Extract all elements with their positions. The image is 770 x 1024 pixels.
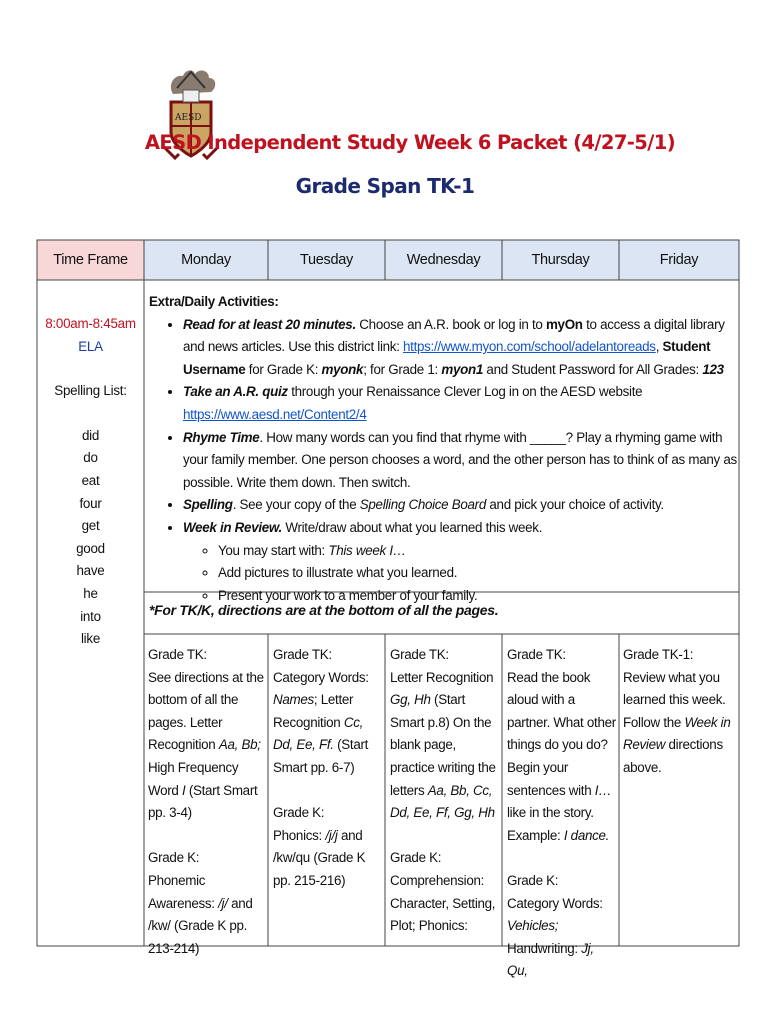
review-step: ◦ Add pictures to illustrate what you learned. — [218, 562, 739, 585]
activity-read: • Read for at least 20 minutes. Choose an A.R. book or log in to myOn to access a digital library and news articles. Use this district link: https://www.myon.com/school/adelantoreads, Student Username for Grade K: myonk; for Grade 1: myon1 and Student Password for All Grades: 123 — [183, 314, 739, 382]
spelling-word: into — [80, 608, 101, 624]
tuesday-cell: Grade TK: Category Words: Names; Letter Recognition Cc, Dd, Ee, Ff. (Start Smart pp. 6-7) Grade K: Phonics: /j/j and /kw/qu (Grade K pp. 215-216) — [273, 647, 369, 888]
review-step: ◦ You may start with: This week I… — [218, 540, 739, 563]
spelling-word: get — [81, 518, 100, 534]
subject-label: ELA — [78, 338, 103, 354]
header-wednesday: Wednesday — [406, 252, 481, 268]
spelling-list-label: Spelling List: — [54, 383, 127, 399]
activity-ar-quiz: • Take an A.R. quiz through your Renaissance Clever Log in on the AESD website https://www.aesd.net/Content2/4 — [183, 381, 739, 426]
spelling-word: he — [83, 585, 98, 601]
daily-heading: Extra/Daily Activities: — [149, 294, 279, 309]
spelling-word: four — [79, 495, 102, 511]
header-monday: Monday — [181, 252, 231, 268]
spelling-word: like — [80, 631, 101, 647]
activity-rhyme: • Rhyme Time. How many words can you find that rhyme with _____? Play a rhyming game with your family member. One person chooses a word, and the other person has to think of as many as possible. Write them down. Then switch. — [183, 427, 739, 495]
monday-cell: Grade TK: See directions at the bottom of all the pages. Letter Recognition Aa, Bb; High Frequency Word I (Start Smart pp. 3-4) Grade K: Phonemic Awareness: /j/ and /kw/ (Grade K pp. 213-214) — [148, 647, 264, 956]
spelling-word: have — [76, 563, 105, 579]
header-friday: Friday — [659, 252, 699, 268]
review-step: ◦ Present your work to a member of your family. — [218, 585, 739, 608]
friday-cell: Grade TK-1: Review what you learned this week. Follow the Week in Review directions above. — [623, 647, 731, 775]
spelling-word: good — [76, 540, 105, 556]
myon-link[interactable]: https://www.myon.com/school/adelantoreads — [403, 339, 656, 355]
header-time-frame: Time Frame — [53, 252, 128, 268]
header-tuesday: Tuesday — [300, 252, 353, 268]
page-title: AESD Independent Study Week 6 Packet (4/27-5/1) — [144, 131, 676, 154]
header-thursday: Thursday — [531, 252, 590, 268]
time-frame-cell — [37, 313, 144, 651]
activity-spelling: • Spelling. See your copy of the Spelling Choice Board and pick your choice of activity. — [183, 494, 739, 517]
page-subtitle: Grade Span TK-1 — [295, 174, 475, 198]
daily-activities — [149, 291, 739, 607]
thursday-cell: Grade TK: Read the book aloud with a partner. What other things do you do? Begin your sentences with I… like in the story. Example: I dance. Grade K: Category Words: Vehicles; Handwriting: Jj, Qu, — [507, 647, 616, 979]
spelling-word: did — [81, 427, 100, 443]
logo-lettering: AESD — [175, 113, 202, 123]
aesd-link[interactable]: https://www.aesd.net/Content2/4 — [183, 406, 367, 422]
time-range: 8:00am-8:45am — [45, 316, 136, 331]
wednesday-cell: Grade TK: Letter Recognition Gg, Hh (Start Smart p.8) On the blank page, practice writing the letters Aa, Bb, Cc, Dd, Ee, Ff, Gg, Hh Grade K: Comprehension: Character, Setting, Plot; Phonics: — [390, 647, 496, 934]
spelling-word: eat — [81, 472, 100, 488]
spelling-word: do — [83, 450, 98, 466]
activity-week-review: • Week in Review. Write/draw about what you learned this week. ◦ You may start with: This week I… ◦ Add pictures to illustrate what you learned. ◦ Present your work to a member of your family. — [183, 517, 739, 607]
tk-k-note: *For TK/K, directions are at the bottom of all the pages. — [149, 602, 499, 618]
